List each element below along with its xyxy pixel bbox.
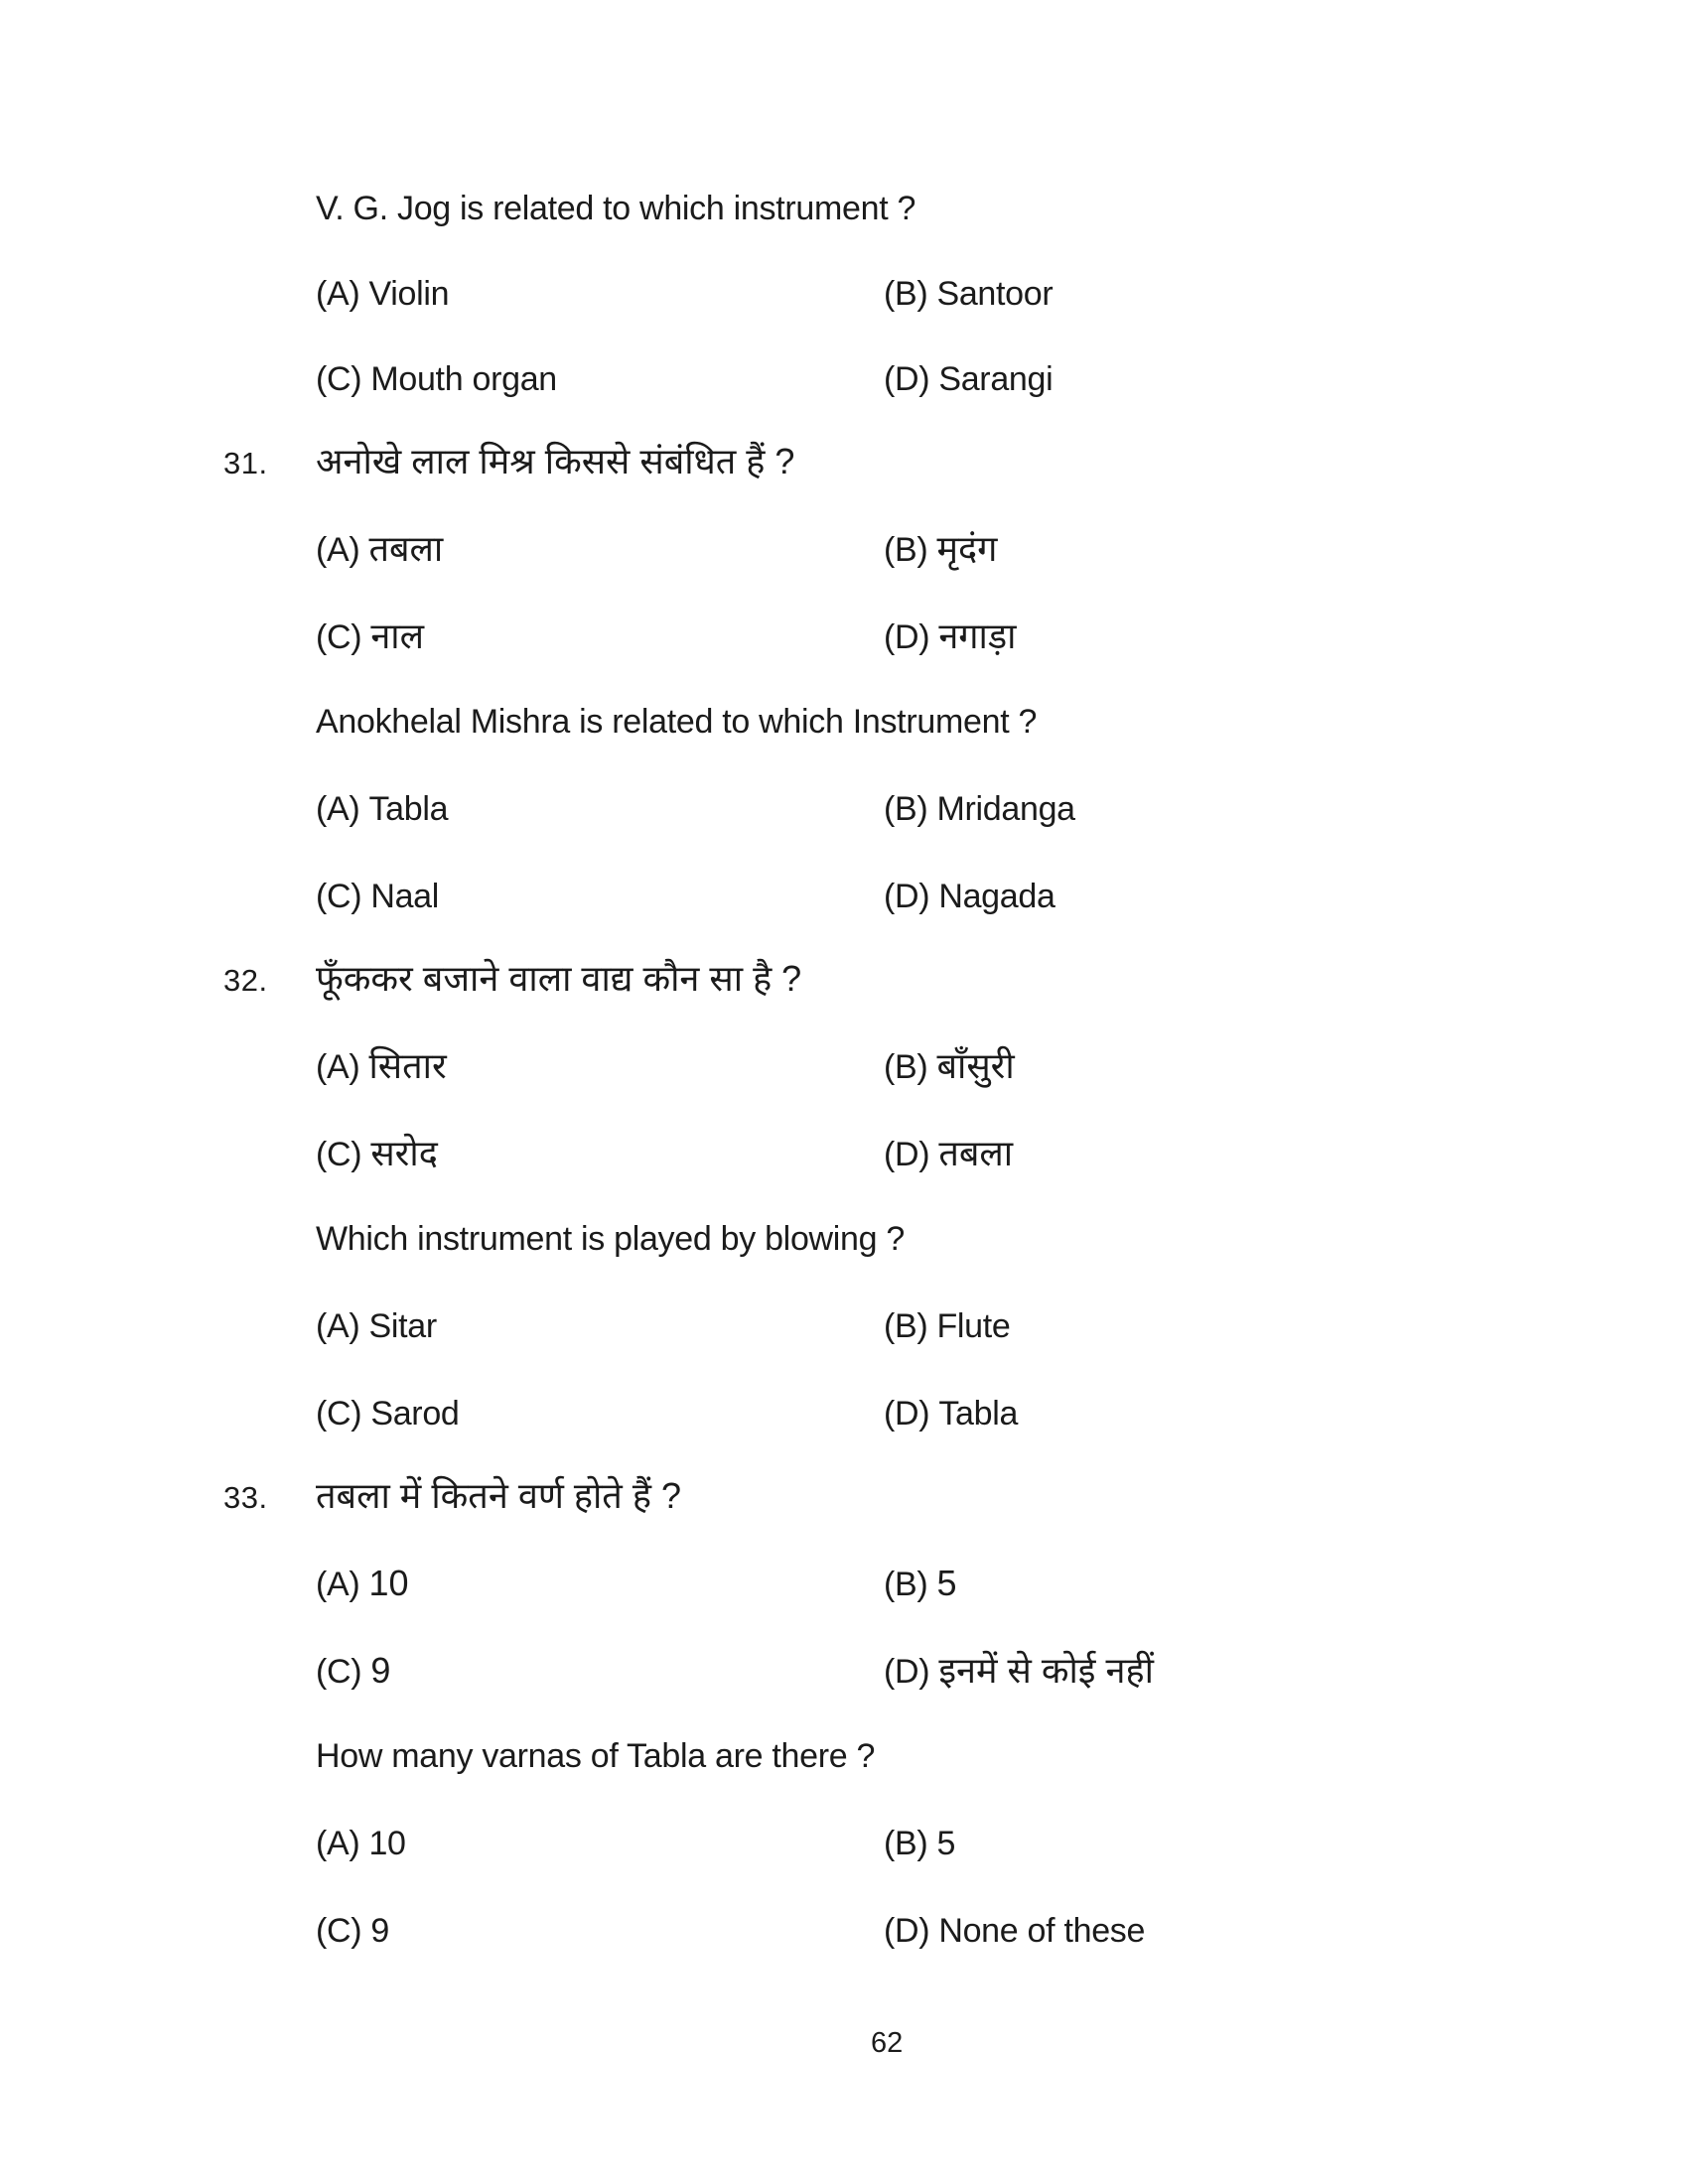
- option-text: नाल: [370, 615, 425, 656]
- option-row: [0, 528, 1688, 578]
- option-row: [0, 360, 1688, 410]
- option-text: 10: [368, 1825, 406, 1862]
- option: [316, 1133, 438, 1174]
- question-line: [0, 190, 1688, 239]
- option: [316, 528, 443, 570]
- question-text-en: Which instrument is played by blowing ?: [316, 1220, 906, 1258]
- question-line: [0, 1737, 1688, 1787]
- question-number: 33.: [223, 1480, 268, 1515]
- option: [316, 790, 448, 829]
- option-text: Tabla: [938, 1395, 1019, 1433]
- option: [316, 275, 449, 314]
- option-text: सितार: [368, 1045, 447, 1086]
- option-text: तबला: [938, 1133, 1014, 1173]
- option: [316, 1825, 406, 1863]
- option: [884, 1563, 956, 1604]
- option-text: 9: [370, 1912, 389, 1950]
- option-row: [0, 878, 1688, 927]
- option: [884, 615, 1016, 657]
- option-row: [0, 1133, 1688, 1182]
- option-label: (C): [316, 1395, 362, 1433]
- option-text: 5: [936, 1563, 957, 1603]
- option: [316, 1045, 447, 1087]
- option-label: (A): [316, 531, 360, 569]
- option-label: (B): [884, 790, 928, 828]
- option: [884, 1307, 1011, 1346]
- option-label: (D): [884, 1136, 930, 1173]
- question-number: 32.: [223, 963, 268, 998]
- option: [316, 1912, 389, 1951]
- option: [884, 1912, 1145, 1951]
- option-label: (C): [316, 1136, 362, 1173]
- option-text: इनमें से कोई नहीं: [938, 1650, 1154, 1691]
- option-text: Mouth organ: [370, 360, 557, 398]
- option-text: Violin: [368, 275, 450, 313]
- option-label: (B): [884, 1048, 928, 1086]
- option-label: (A): [316, 1825, 360, 1862]
- option-text: 10: [368, 1563, 409, 1603]
- option-text: तबला: [368, 528, 444, 569]
- option-row: [0, 1045, 1688, 1095]
- option: [884, 1825, 955, 1863]
- option: [316, 360, 557, 399]
- question-line: [0, 958, 1688, 1008]
- option-text: बाँसुरी: [936, 1045, 1015, 1086]
- question-text-en: Anokhelal Mishra is related to which Instrument ?: [316, 703, 1038, 741]
- option-label: (A): [316, 1048, 360, 1086]
- option-text: None of these: [938, 1912, 1146, 1950]
- option-label: (B): [884, 1825, 928, 1862]
- option-row: [0, 1307, 1688, 1357]
- option-label: (C): [316, 878, 362, 915]
- option: [884, 528, 997, 570]
- option-text: 5: [936, 1825, 956, 1862]
- option-text: मृदंग: [936, 528, 998, 569]
- option-label: (A): [316, 1307, 360, 1345]
- option-label: (B): [884, 275, 928, 313]
- option-label: (A): [316, 275, 360, 313]
- option-row: [0, 1912, 1688, 1962]
- option-text: Santoor: [936, 275, 1054, 313]
- option-row: [0, 790, 1688, 840]
- question-text-en: V. G. Jog is related to which instrument ?: [316, 190, 916, 227]
- option-label: (C): [316, 1653, 362, 1691]
- option-label: (D): [884, 1653, 930, 1691]
- question-line: [0, 703, 1688, 752]
- option-row: [0, 1563, 1688, 1612]
- question-text-hi: तबला में कितने वर्ण होते हैं ?: [316, 1475, 681, 1516]
- question-text-hi: अनोखे लाल मिश्र किससे संबंधित हैं ?: [316, 441, 795, 481]
- option-label: (A): [316, 1566, 360, 1603]
- option: [884, 1395, 1018, 1433]
- option: [884, 275, 1053, 314]
- option-text: Mridanga: [936, 790, 1075, 828]
- option: [884, 1045, 1015, 1087]
- option: [884, 1133, 1013, 1174]
- option: [884, 878, 1055, 916]
- option-row: [0, 1650, 1688, 1700]
- page-number: 62: [871, 2027, 904, 2059]
- option-text: नगाड़ा: [938, 615, 1017, 656]
- option: [316, 878, 439, 916]
- option-text: Sarod: [370, 1395, 460, 1433]
- option-text: सरोद: [370, 1133, 438, 1173]
- option-label: (D): [884, 1912, 930, 1950]
- option-text: Nagada: [938, 878, 1055, 915]
- option: [316, 615, 424, 657]
- option: [316, 1650, 390, 1692]
- question-line: [0, 1220, 1688, 1270]
- option-label: (C): [316, 1912, 362, 1950]
- option: [884, 790, 1075, 829]
- option-label: (B): [884, 1307, 928, 1345]
- option-label: (D): [884, 1395, 930, 1433]
- question-text-hi: फूँककर बजाने वाला वाद्य कौन सा है ?: [316, 958, 802, 999]
- option-row: [0, 1395, 1688, 1444]
- option: [316, 1395, 460, 1433]
- question-line: [0, 1475, 1688, 1525]
- option-row: [0, 615, 1688, 665]
- option-text: Naal: [370, 878, 440, 915]
- option-label: (D): [884, 618, 930, 656]
- option-label: (D): [884, 878, 930, 915]
- question-line: [0, 441, 1688, 490]
- option-label: (C): [316, 360, 362, 398]
- question-number: 31.: [223, 446, 268, 480]
- option-text: Flute: [936, 1307, 1011, 1345]
- option-label: (C): [316, 618, 362, 656]
- option-row: [0, 275, 1688, 325]
- option-label: (B): [884, 1566, 928, 1603]
- option-label: (B): [884, 531, 928, 569]
- option-text: Sitar: [368, 1307, 437, 1345]
- option-text: Sarangi: [938, 360, 1054, 398]
- option-row: [0, 1825, 1688, 1874]
- option-text: 9: [370, 1650, 391, 1691]
- option: [316, 1563, 408, 1604]
- option-text: Tabla: [368, 790, 449, 828]
- option: [316, 1307, 437, 1346]
- footer: [0, 2027, 1688, 2077]
- option: [884, 1650, 1154, 1692]
- option-label: (D): [884, 360, 930, 398]
- option: [884, 360, 1053, 399]
- question-text-en: How many varnas of Tabla are there ?: [316, 1737, 876, 1775]
- option-label: (A): [316, 790, 360, 828]
